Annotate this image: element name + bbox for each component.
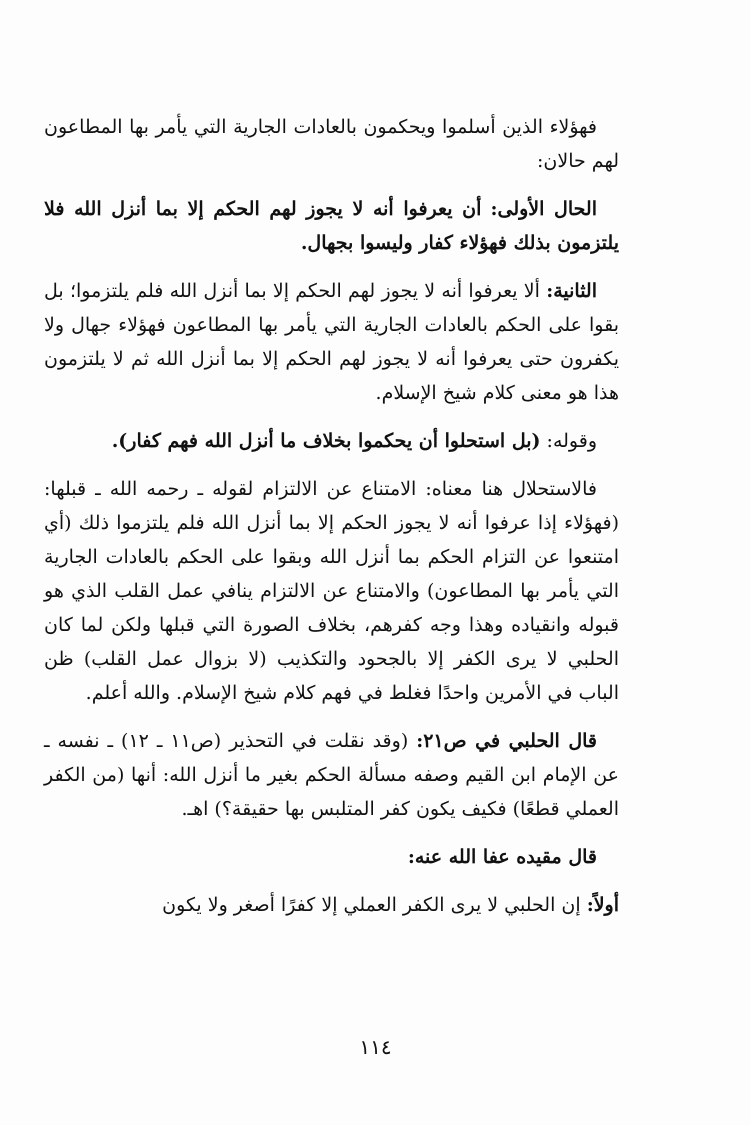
section-heading	[44, 840, 619, 874]
paragraph-intro	[44, 110, 619, 178]
paragraph-text: (وقد نقلت في التحذير (ص١١ ـ ١٢) ـ نفسه ـ عن الإمام ابن القيم وصفه مسألة الحكم بغير ما أنزل الله: أنها (من الكفر العملي قطعًا) فكيف يكون كفر المتلبس بها حقيقة؟) اهـ.	[44, 730, 619, 820]
paragraph-lead: الثانية:	[546, 280, 597, 302]
heading-text: قال مقيده عفا الله عنه:	[407, 846, 597, 868]
paragraph-text: أن يعرفوا أنه لا يجوز لهم الحكم إلا بما أنزل الله فلا يلتزمون بذلك فهؤلاء كفار وليسوا بجهال.	[44, 198, 619, 254]
body-text	[44, 110, 619, 936]
paragraph-lead: قال الحلبي في ص٢١:	[416, 730, 597, 752]
paragraph-text: إن الحلبي لا يرى الكفر العملي إلا كفرًا أصغر ولا يكون	[162, 894, 581, 916]
paragraph-text: (بل استحلوا أن يحكموا بخلاف ما أنزل الله فهم كفار).	[111, 430, 541, 452]
paragraph-second-case	[44, 274, 619, 410]
paragraph-first-point	[44, 888, 619, 922]
paragraph-text: فهؤلاء الذين أسلموا ويحكمون بالعادات الجارية التي يأمر بها المطاعون لهم حالان:	[44, 116, 619, 172]
paragraph-lead: أولاً:	[586, 894, 619, 916]
paragraph-quote	[44, 424, 619, 458]
paragraph-lead: وقوله:	[546, 430, 597, 452]
paragraph-lead: الحال الأولى:	[490, 198, 597, 220]
paragraph-first-case	[44, 192, 619, 260]
paragraph-explanation	[44, 472, 619, 710]
paragraph-text: ألا يعرفوا أنه لا يجوز لهم الحكم إلا بما أنزل الله فلم يلتزموا؛ بل بقوا على الحكم بالعادات الجارية التي يأمر بها المطاعون فهؤلاء جهال ولا يكفرون حتى يعرفوا أنه لا يجوز لهم الحكم إلا بما أنزل الله ثم لا يلتزمون هذا هو معنى كلام شيخ الإسلام.	[44, 280, 619, 404]
paragraph-text: فالاستحلال هنا معناه: الامتناع عن الالتزام لقوله ـ رحمه الله ـ قبلها: (فهؤلاء إذا عرفوا أنه لا يجوز الحكم إلا بما أنزل الله فلم يلتزموا ذلك (أي امتنعوا عن التزام الحكم بما أنزل الله وبقوا على الحكم بالعادات الجارية التي يأمر بها المطاعون) والامتناع عن الالتزام ينافي عمل القلب الذي هو قبوله وانقياده وهذا وجه كفرهم، بخلاف الصورة التي قبلها ولكن لما كان الحلبي لا يرى الكفر إلا بالجحود والتكذيب (لا بزوال عمل القلب) ظن الباب في الأمرين واحدًا فغلط في فهم كلام شيخ الإسلام. والله أعلم.	[44, 478, 619, 704]
paragraph-halabi	[44, 724, 619, 826]
page-number: ١١٤	[359, 1035, 392, 1059]
